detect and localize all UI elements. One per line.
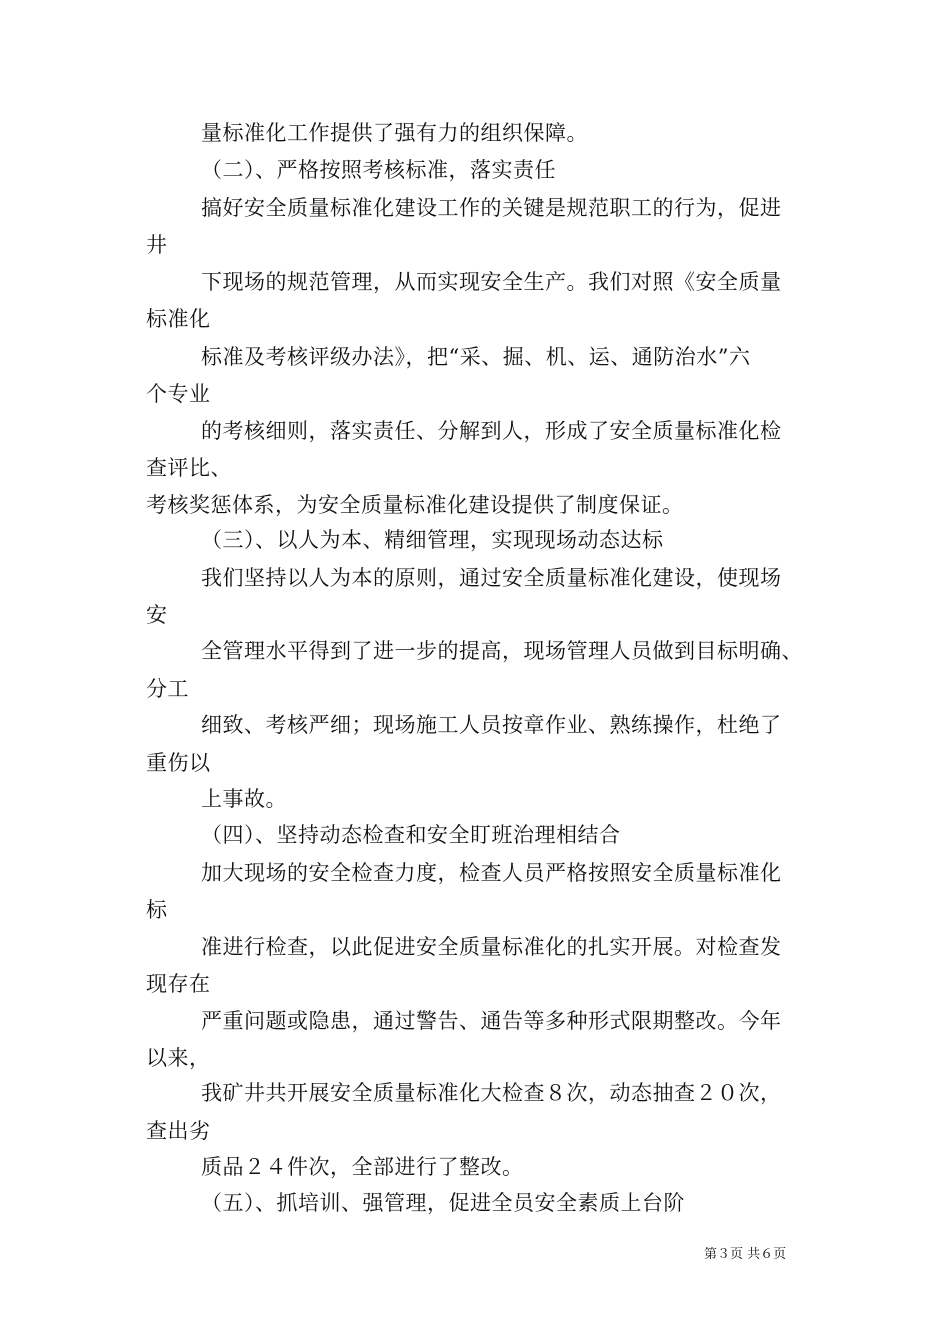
paragraph-line: 标准化 — [146, 307, 211, 331]
paragraph-line: 下现场的规范管理，从而实现安全生产。我们对照《安全质量 — [201, 270, 782, 294]
paragraph-line: 细致、考核严细；现场施工人员按章作业、熟练操作，杜绝了 — [201, 713, 782, 737]
paragraph-line: 严重问题或隐患，通过警告、通告等多种形式限期整改。今年 — [201, 1009, 782, 1033]
paragraph-line: 安 — [146, 603, 168, 627]
paragraph-line: 我矿井共开展安全质量标准化大检查８次，动态抽查２０次， — [201, 1081, 782, 1105]
paragraph-line: 搞好安全质量标准化建设工作的关键是规范职工的行为，促进 — [201, 196, 782, 220]
paragraph-line: 以来， — [146, 1046, 211, 1070]
paragraph-line: 我们坚持以人为本的原则，通过安全质量标准化建设，使现场 — [201, 566, 782, 590]
paragraph-line: 全管理水平得到了进一步的提高，现场管理人员做到目标明确、 — [201, 639, 803, 663]
section-heading: （五）、抓培训、强管理，促进全员安全素质上台阶 — [201, 1191, 685, 1215]
paragraph-line: 的考核细则，落实责任、分解到人，形成了安全质量标准化检 — [201, 419, 782, 443]
section-heading: （二）、严格按照考核标准，落实责任 — [201, 158, 556, 182]
paragraph-line: 标 — [146, 898, 168, 922]
paragraph-line: 现存在 — [146, 972, 211, 996]
paragraph-line: 个专业 — [146, 382, 211, 406]
paragraph-line: 考核奖惩体系，为安全质量标准化建设提供了制度保证。 — [146, 493, 684, 517]
section-heading: （三）、以人为本、精细管理，实现现场动态达标 — [201, 528, 664, 552]
paragraph-line: 查评比、 — [146, 456, 232, 480]
paragraph-line: 加大现场的安全检查力度，检查人员严格按照安全质量标准化 — [201, 861, 782, 885]
page-number: 第３页 共６页 — [704, 1247, 787, 1262]
paragraph-line: 查出劣 — [146, 1119, 211, 1143]
paragraph-line: 标准及考核评级办法》，把“采、掘、机、运、通防治水”六 — [201, 345, 751, 369]
paragraph-line: 量标准化工作提供了强有力的组织保障。 — [201, 121, 588, 145]
paragraph-line: 质品２４件次，全部进行了整改。 — [201, 1155, 524, 1179]
paragraph-line: 井 — [146, 233, 168, 257]
paragraph-line: 重伤以 — [146, 751, 211, 775]
paragraph-line: 分工 — [146, 677, 189, 701]
section-heading: （四）、坚持动态检查和安全盯班治理相结合 — [201, 823, 621, 847]
paragraph-line: 准进行检查，以此促进安全质量标准化的扎实开展。对检查发 — [201, 935, 782, 959]
paragraph-line: 上事故。 — [201, 787, 287, 811]
